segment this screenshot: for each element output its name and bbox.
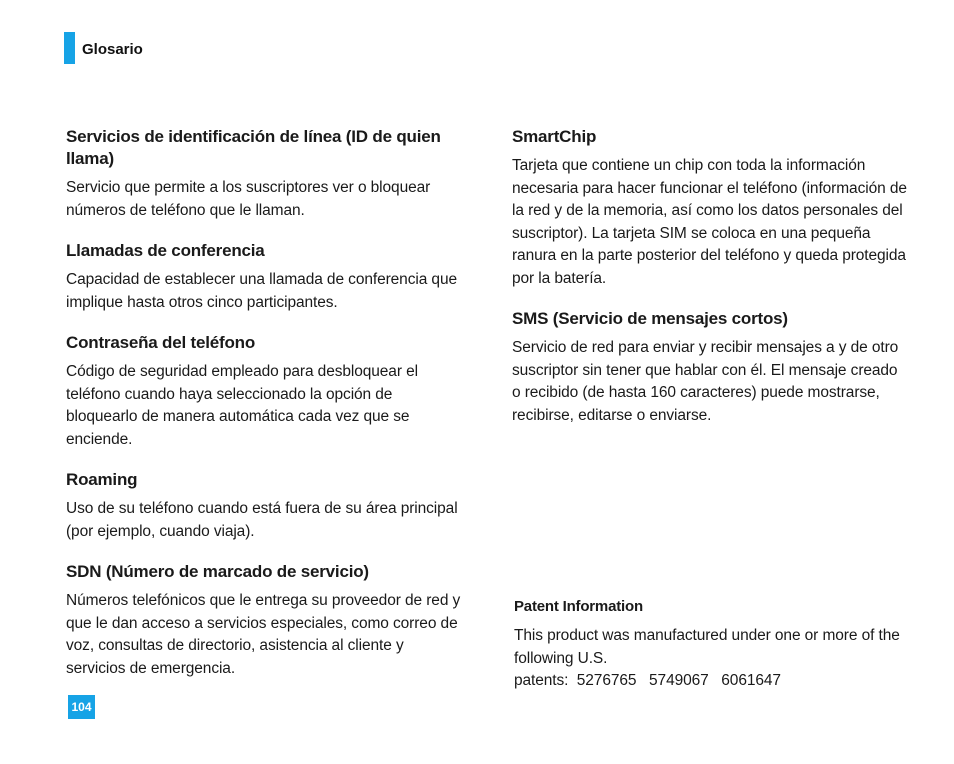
glossary-term: SDN (Número de marcado de servicio) bbox=[66, 562, 369, 581]
section-title: Glosario bbox=[82, 41, 143, 58]
glossary-entry bbox=[512, 308, 907, 427]
glossary-definition: Capacidad de establecer una llamada de conferencia que implique hasta otros cinco participantes. bbox=[66, 271, 457, 311]
glossary-entry bbox=[66, 469, 466, 543]
patent-information bbox=[514, 597, 909, 693]
patent-title: Patent Information bbox=[514, 598, 643, 615]
glossary-definition: Números telefónicos que le entrega su proveedor de red y que le dan acceso a servicios especiales, como correo de voz, consultas de directorio, asistencia al cliente y servicios de emergencia. bbox=[66, 592, 461, 677]
glossary-left-column bbox=[66, 126, 466, 698]
glossary-definition: Código de seguridad empleado para desbloquear el teléfono cuando haya seleccionado la opción de bloquearlo de manera automática cada vez que se enciende. bbox=[66, 363, 418, 448]
glossary-definition: Tarjeta que contiene un chip con toda la información necesaria para hacer funcionar el teléfono (información de la red y de la memoria, así como los datos personales del suscriptor). La tarjeta SIM se coloca en una pequeña ranura en la parte posterior del teléfono y queda protegida por la batería. bbox=[512, 157, 907, 287]
glossary-term: Llamadas de conferencia bbox=[66, 241, 265, 260]
glossary-entry bbox=[66, 561, 466, 680]
page-number: 104 bbox=[68, 695, 95, 719]
glossary-term: Servicios de identificación de línea (ID de quien llama) bbox=[66, 127, 441, 168]
glossary-entry bbox=[512, 126, 907, 290]
glossary-entry bbox=[66, 126, 466, 222]
glossary-entry bbox=[66, 240, 466, 314]
patent-text: This product was manufactured under one or more of the following U.S. bbox=[514, 627, 900, 667]
patent-numbers: patents: 5276765 5749067 6061647 bbox=[514, 672, 781, 689]
glossary-definition: Uso de su teléfono cuando está fuera de su área principal (por ejemplo, cuando viaja). bbox=[66, 500, 458, 540]
glossary-definition: Servicio que permite a los suscriptores ver o bloquear números de teléfono que le llaman. bbox=[66, 179, 431, 219]
glossary-term: Roaming bbox=[66, 470, 138, 489]
glossary-right-column bbox=[512, 126, 907, 445]
glossary-entry bbox=[66, 332, 466, 451]
section-accent-bar bbox=[64, 32, 75, 64]
glossary-term: SmartChip bbox=[512, 127, 597, 146]
glossary-definition: Servicio de red para enviar y recibir mensajes a y de otro suscriptor sin tener que hablar con él. El mensaje creado o recibido (de hasta 160 caracteres) puede mostrarse, recibirse, editarse o enviarse. bbox=[512, 339, 899, 424]
glossary-term: Contraseña del teléfono bbox=[66, 333, 256, 352]
glossary-term: SMS (Servicio de mensajes cortos) bbox=[512, 309, 788, 328]
